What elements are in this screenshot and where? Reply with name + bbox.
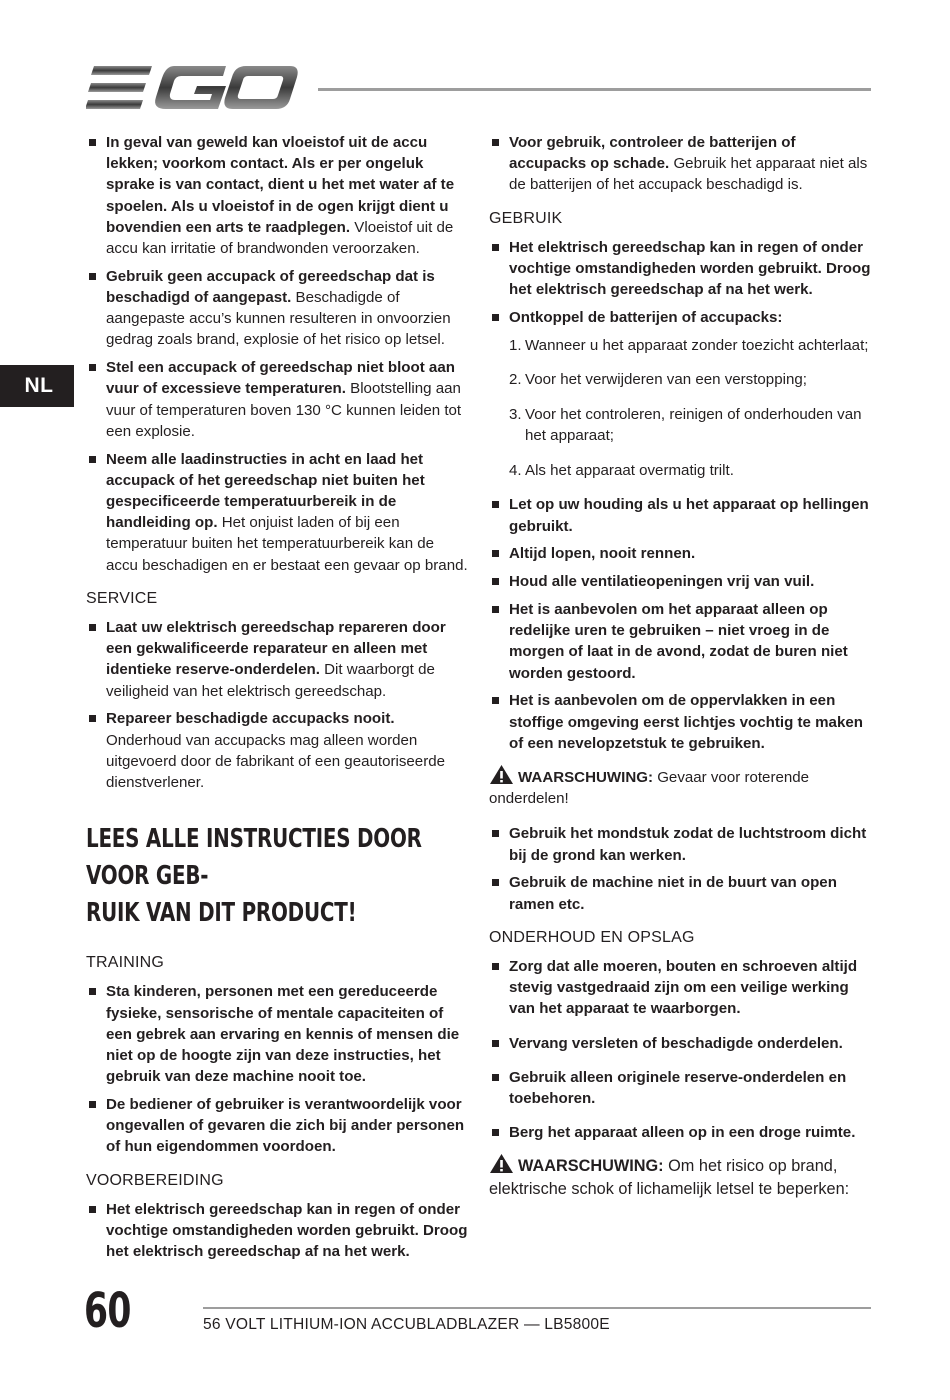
list-item: Zorg dat alle moeren, bouten en schroeven altijd stevig vastgedraaid zijn om een veilige werking van het apparaat te waarborgen. [489,956,873,1020]
warning-label: WAARSCHUWING: [518,1157,664,1176]
list-item: Gebruik alleen originele reserve-onderdelen en toebehoren. [489,1067,873,1109]
list-item: Stel een accupack of gereedschap niet bloot aan vuur of excessieve temperaturen. Blootstelling aan vuur of temperaturen boven 130 °C kunnen leiden tot een explosie. [86,357,470,442]
list-item: De bediener of gebruiker is verantwoordelijk voor ongevallen of gevaren die zich bij ander personen of hun eigendommen voordoen. [86,1094,470,1158]
numbered-item: 4. Als het apparaat overmatig trilt. [509,461,734,479]
list-item: Laat uw elektrisch gereedschap repareren door een gekwalificeerde reparateur en alleen met identieke reserve-onderdelen. Dit waarborgt de veiligheid van het elektrisch gereedschap. [86,617,470,702]
warning-notice [489,1153,873,1201]
list-item: Neem alle laadinstructies in acht en laad het accupack of het gereedschap niet buiten het gespecificeerde temperatuurbereik in de handleiding op. Het onjuist laden of bij een temperatuur buiten het temperatuurbereik kan de accu beschadigen en er bestaat een gevaar op brand. [86,449,470,576]
list-item: Repareer beschadigde accupacks nooit. Onderhoud van accupacks mag alleen worden uitgevoerd door de fabrikant of een geautoriseerde dienstverlener. [86,708,470,793]
list-item: Het elektrisch gereedschap kan in regen of onder vochtige omstandigheden worden gebruikt. Droog het elektrisch gereedschap af na het werk. [86,1199,470,1263]
list-item: Voor gebruik, controleer de batterijen of accupacks op schade. Gebruik het apparaat niet als de batterijen of het accupack beschadigd is. [489,132,873,196]
list-item: Sta kinderen, personen met een gereduceerde fysieke, sensorische of mentale capaciteiten of een gebrek aan ervaring en kennis of mensen die niet op de hoogte zijn van deze instructies, het gebruik van deze machine nooit toe. [86,981,470,1087]
warning-triangle-icon [489,764,514,785]
list-item: Altijd lopen, nooit rennen. [489,543,873,564]
list-item: Het is aanbevolen om de oppervlakken in een stoffige omgeving eerst lichtjes vochtig te maken of een nevelopzetstuk te gebruiken. [489,690,873,754]
onderhoud-list [489,956,873,1143]
warning-text: Gevaar voor roterende onderdelen! [489,769,810,808]
list-item: Berg het apparaat alleen op in een droge ruimte. [489,1122,873,1143]
right-column [489,132,873,1215]
numbered-list [509,335,873,481]
gebruik-list [489,237,873,328]
voorbereiding-list [86,1199,470,1263]
list-item: In geval van geweld kan vloeistof uit de accu lekken; voorkom contact. Als er per ongeluk sprake is van contact, dient u het met water af te spoelen. Als u vloeistof in de ogen krijgt dient u bovendien een arts te raadplegen. Vloeistof uit de accu kan irritatie of brandwonden veroorzaken. [86,132,470,259]
ego-logo [86,62,298,114]
numbered-item: 1. Wanneer u het apparaat zonder toezicht achterlaat; [509,336,869,354]
numbered-item: 3. Voor het controleren, reinigen of onderhouden van het apparaat; [509,406,862,445]
list-item: Het elektrisch gereedschap kan in regen of onder vochtige omstandigheden worden gebruikt. Droog het elektrisch gereedschap af na het werk. [489,237,873,301]
battery-check-list [489,132,873,196]
section-title [86,821,469,932]
onderhoud-heading: ONDERHOUD EN OPSLAG [489,928,695,946]
list-item: Gebruik geen accupack of gereedschap dat is beschadigd of aangepast. Beschadigde of aangepaste accu’s kunnen resulteren in onvoorzien gedrag zoals brand, explosie of het risico op letsel. [86,266,470,351]
list-item: Gebruik de machine niet in de buurt van open ramen etc. [489,872,873,914]
gebruik-heading: GEBRUIK [489,209,563,227]
list-item: Let op uw houding als u het apparaat op hellingen gebruikt. [489,494,873,536]
list-item: Vervang versleten of beschadigde onderdelen. [489,1033,873,1054]
warning-triangle-icon [489,1153,514,1174]
service-heading: SERVICE [86,589,158,607]
safety-list [86,132,470,576]
list-item: Houd alle ventilatieopeningen vrij van vuil. [489,571,873,592]
page-number: 60 [84,1283,131,1339]
voorbereiding-heading: VOORBEREIDING [86,1171,224,1189]
training-list [86,981,470,1157]
list-item: Het is aanbevolen om het apparaat alleen op redelijke uren te gebruiken – niet vroeg in de morgen of laat in de avond, zodat de buren niet worden gestoord. [489,599,873,684]
list-item: Ontkoppel de batterijen of accupacks: [489,307,873,328]
list-item: Gebruik het mondstuk zodat de luchtstroom dicht bij de grond kan werken. [489,823,873,865]
service-list [86,617,470,793]
footer-title: 56 VOLT LITHIUM-ION ACCUBLADBLAZER — LB5800E [203,1316,610,1333]
footer-rule [203,1307,871,1309]
warning-label: WAARSCHUWING: [518,769,653,786]
training-heading: TRAINING [86,954,165,972]
left-column [86,132,470,1269]
warning-notice [489,764,873,809]
header-rule [318,88,871,91]
warning-text: Om het risico op brand, elektrische schok of lichamelijk letsel te beperken: [489,1157,850,1199]
language-tab: NL [0,365,74,407]
section-title-line: LEES ALLE INSTRUCTIES DOOR VOOR GEB- [86,824,422,892]
numbered-item: 2. Voor het verwijderen van een verstopping; [509,371,807,389]
section-title-line: RUIK VAN DIT PRODUCT! [86,898,357,929]
gebruik-list-2 [489,494,873,754]
warning-list [489,823,873,914]
